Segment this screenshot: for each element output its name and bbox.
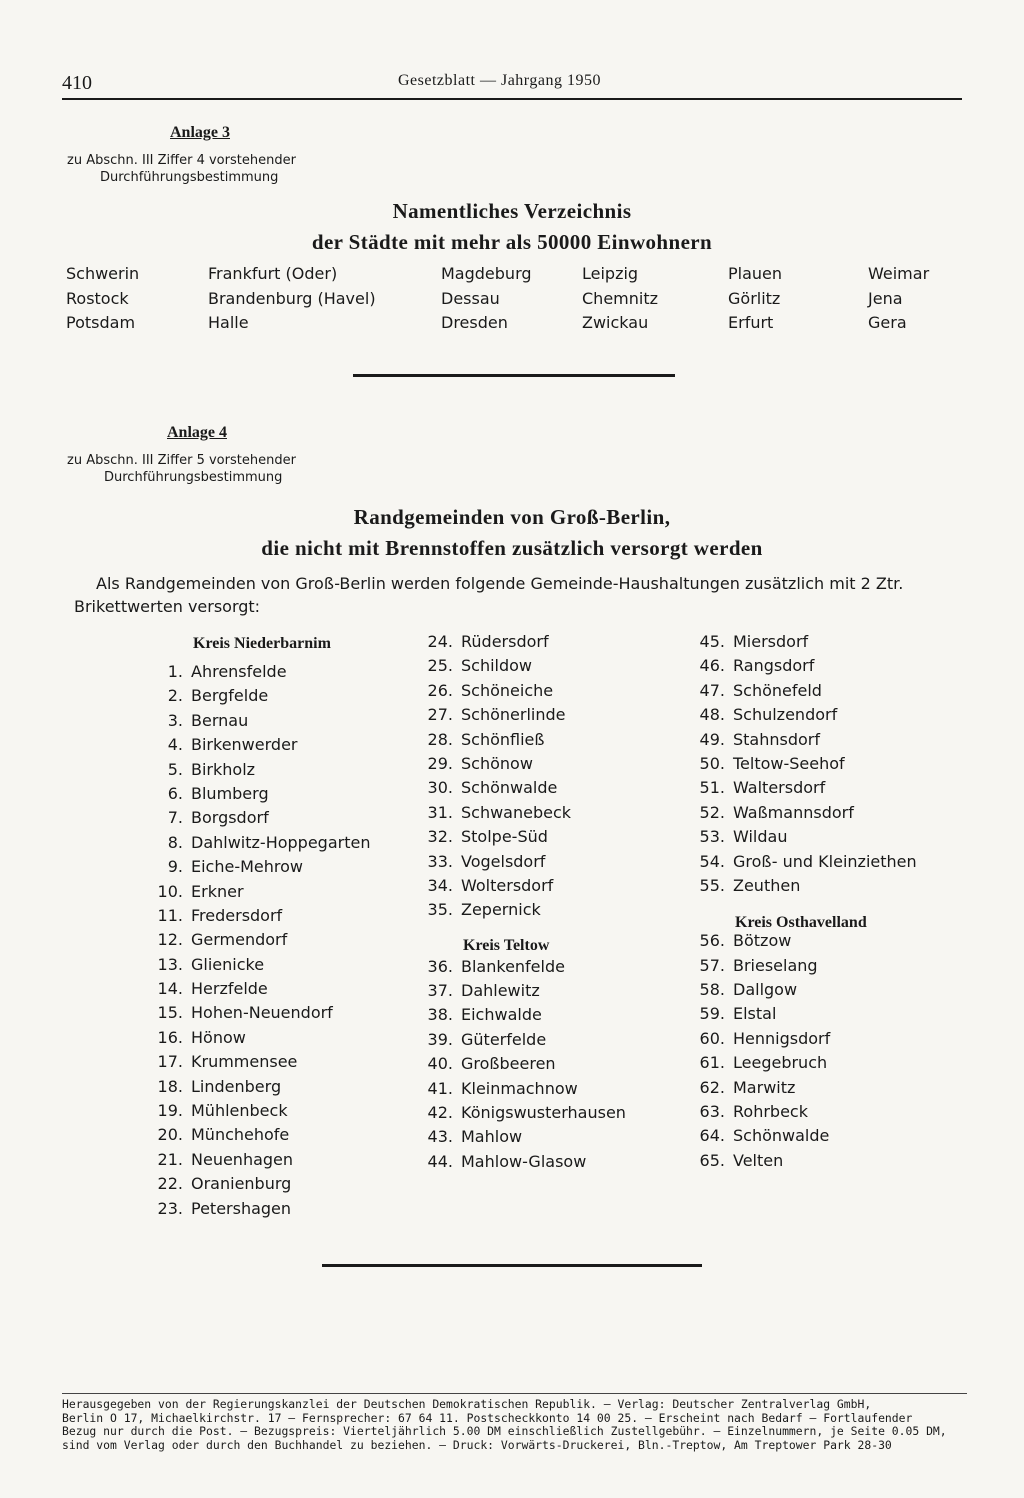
footer-rule	[62, 1393, 967, 1394]
municipality-item	[695, 654, 917, 678]
municipality-item	[153, 758, 370, 782]
municipality-item	[153, 953, 370, 977]
intro-paragraph	[74, 572, 974, 618]
item-number: 54.	[699, 851, 725, 871]
city-table	[66, 262, 966, 342]
anlage4-heading-line2: die nicht mit Brennstoffen zusätzlich versorgt werden	[261, 536, 763, 560]
item-name: Zeuthen	[733, 875, 801, 895]
city-item: Schwerin	[66, 264, 140, 283]
item-number: 27.	[427, 705, 453, 725]
item-number: 61.	[699, 1053, 725, 1073]
municipality-item	[153, 977, 370, 1001]
municipality-item	[423, 874, 626, 898]
item-name: Neuenhagen	[191, 1149, 294, 1169]
item-number: 62.	[699, 1077, 725, 1097]
item-name: Königswusterhausen	[461, 1103, 626, 1123]
city-item: Frankfurt (Oder)	[208, 264, 338, 283]
municipality-item	[153, 1123, 370, 1147]
city-item: Plauen	[728, 264, 783, 283]
municipality-item	[423, 898, 626, 922]
item-name: Schönwalde	[461, 778, 558, 798]
item-number: 56.	[699, 931, 725, 951]
running-head: Gesetzblatt — Jahrgang 1950	[398, 72, 601, 89]
municipality-item	[423, 728, 626, 752]
item-name: Stolpe-Süd	[461, 827, 548, 847]
item-number: 57.	[699, 955, 725, 975]
municipality-item	[153, 1148, 370, 1172]
section-divider	[353, 374, 675, 377]
anlage4-reference	[67, 452, 296, 486]
item-name: Brieselang	[733, 955, 818, 975]
item-name: Woltersdorf	[461, 875, 554, 895]
item-name: Lindenberg	[191, 1076, 282, 1096]
municipality-item	[423, 630, 626, 654]
section-divider-bottom	[322, 1264, 702, 1267]
anlage3-ref-line2: Durchführungsbestimmung	[100, 170, 279, 185]
municipality-item	[153, 660, 370, 684]
municipality-item	[423, 1052, 626, 1076]
municipality-item	[153, 1099, 370, 1123]
municipality-item	[423, 1101, 626, 1125]
item-number: 23.	[157, 1198, 183, 1218]
item-number: 31.	[427, 802, 453, 822]
item-name: Oranienburg	[191, 1174, 292, 1194]
item-number: 52.	[699, 802, 725, 822]
item-number: 26.	[427, 680, 453, 700]
item-number: 46.	[699, 656, 725, 676]
item-name: Groß- und Kleinziethen	[733, 851, 917, 871]
page-number: 410	[62, 72, 92, 94]
item-number: 32.	[427, 827, 453, 847]
municipality-item	[695, 1002, 917, 1026]
col3-items-b	[695, 929, 917, 1173]
item-name: Hohen-Neuendorf	[191, 1003, 333, 1023]
item-number: 14.	[157, 979, 183, 999]
anlage3-heading-line2: der Städte mit mehr als 50000 Einwohnern	[311, 230, 713, 254]
item-number: 12.	[157, 930, 183, 950]
item-number: 51.	[699, 778, 725, 798]
municipality-item	[695, 978, 917, 1002]
item-name: Dahlwitz-Hoppegarten	[191, 832, 371, 852]
anlage4-ref-line1: zu Abschn. III Ziffer 5 vorstehender	[67, 453, 296, 468]
item-name: Leegebruch	[733, 1053, 828, 1073]
item-name: Germendorf	[191, 930, 288, 950]
municipality-item	[695, 954, 917, 978]
item-name: Rüdersdorf	[461, 632, 549, 651]
item-name: Vogelsdorf	[461, 851, 546, 871]
intro-line1: Als Randgemeinden von Groß-Berlin werden folgende Gemeinde-Haushaltungen zusätzlich mit 2 Ztr.	[96, 574, 904, 593]
item-name: Petershagen	[191, 1198, 292, 1218]
item-number: 29.	[427, 753, 453, 773]
item-number: 24.	[427, 632, 453, 651]
item-number: 50.	[699, 753, 725, 773]
municipality-item	[153, 806, 370, 830]
municipality-item	[423, 1077, 626, 1101]
item-name: Rangsdorf	[733, 656, 815, 676]
item-number: 17.	[157, 1052, 183, 1072]
municipality-item	[153, 709, 370, 733]
item-number: 5.	[167, 759, 183, 779]
municipality-item	[695, 1076, 917, 1100]
municipality-item	[153, 1026, 370, 1050]
city-column-2	[208, 262, 376, 336]
item-number: 6.	[167, 783, 183, 803]
item-number: 63.	[699, 1102, 725, 1122]
municipality-item	[153, 1172, 370, 1196]
col3-items-a	[695, 630, 917, 898]
item-name: Bernau	[191, 710, 249, 730]
item-name: Marwitz	[733, 1077, 796, 1097]
item-number: 53.	[699, 827, 725, 847]
footer-line1: Herausgegeben von der Regierungskanzlei der Deutschen Demokratischen Republik. — Verlag: Deutscher Zentralverlag GmbH,	[62, 1397, 872, 1411]
item-name: Wildau	[733, 827, 788, 847]
item-number: 39.	[427, 1029, 453, 1049]
municipality-item	[695, 1027, 917, 1051]
municipality-item	[153, 684, 370, 708]
item-number: 58.	[699, 980, 725, 1000]
item-name: Hönow	[191, 1027, 246, 1047]
municipality-item	[423, 979, 626, 1003]
item-name: Waltersdorf	[733, 778, 826, 798]
city-item: Zwickau	[582, 313, 649, 332]
item-number: 10.	[157, 881, 183, 901]
municipality-item	[423, 1125, 626, 1149]
anlage4-heading	[112, 502, 912, 564]
item-number: 3.	[167, 710, 183, 730]
municipality-item	[695, 703, 917, 727]
city-item: Rostock	[66, 288, 129, 308]
item-name: Krummensee	[191, 1052, 298, 1072]
municipality-item	[695, 752, 917, 776]
item-name: Velten	[733, 1150, 784, 1170]
city-item: Potsdam	[66, 313, 136, 332]
city-item: Chemnitz	[582, 288, 658, 308]
anlage3-ref-line1: zu Abschn. III Ziffer 4 vorstehender	[67, 153, 296, 168]
item-number: 35.	[427, 900, 453, 920]
item-name: Schönfließ	[461, 729, 545, 749]
item-name: Blumberg	[191, 783, 269, 803]
header-rule	[62, 98, 962, 100]
municipality-item	[695, 1149, 917, 1173]
municipality-item	[695, 929, 917, 953]
col1-items	[153, 660, 370, 1221]
item-number: 45.	[699, 632, 725, 651]
item-number: 25.	[427, 656, 453, 676]
city-item: Dessau	[441, 288, 500, 308]
municipality-item	[423, 776, 626, 800]
item-name: Schwanebeck	[461, 802, 572, 822]
municipality-item	[423, 801, 626, 825]
item-name: Birkholz	[191, 759, 256, 779]
item-number: 64.	[699, 1126, 725, 1146]
item-name: Teltow-Seehof	[733, 753, 845, 773]
city-item: Dresden	[441, 313, 508, 332]
municipality-item	[695, 850, 917, 874]
municipality-item	[695, 874, 917, 898]
item-number: 65.	[699, 1150, 725, 1170]
item-name: Großbeeren	[461, 1054, 556, 1074]
item-number: 37.	[427, 981, 453, 1001]
item-name: Borgsdorf	[191, 808, 269, 828]
item-name: Schönefeld	[733, 680, 822, 700]
imprint-footer	[62, 1398, 967, 1452]
anlage3-heading-line1: Namentliches Verzeichnis	[392, 199, 632, 223]
item-name: Hennigsdorf	[733, 1028, 831, 1048]
municipality-item	[695, 1124, 917, 1148]
item-number: 19.	[157, 1101, 183, 1121]
intro-line2: Brikettwerten versorgt:	[74, 597, 261, 616]
municipality-item	[153, 831, 370, 855]
item-name: Glienicke	[191, 954, 265, 974]
item-number: 41.	[427, 1078, 453, 1098]
item-number: 4.	[167, 735, 183, 755]
item-number: 34.	[427, 875, 453, 895]
item-number: 42.	[427, 1103, 453, 1123]
item-name: Kleinmachnow	[461, 1078, 578, 1098]
item-number: 18.	[157, 1076, 183, 1096]
municipality-item	[153, 1001, 370, 1025]
municipality-item	[423, 654, 626, 678]
item-number: 2.	[167, 686, 183, 706]
municipality-item	[153, 1197, 370, 1221]
item-number: 48.	[699, 705, 725, 725]
item-name: Schönwalde	[733, 1126, 830, 1146]
item-number: 40.	[427, 1054, 453, 1074]
footer-line4: sind vom Verlag oder durch den Buchhandel zu beziehen. — Druck: Vorwärts-Druckerei, Bln.-Treptow, Am Treptower Park 28-30	[62, 1437, 892, 1452]
city-item: Halle	[208, 313, 249, 332]
list-column-2	[423, 630, 626, 1174]
municipality-item	[153, 782, 370, 806]
kreis-heading-teltow: Kreis Teltow	[463, 936, 550, 954]
item-name: Miersdorf	[733, 632, 809, 651]
col2-items-a	[423, 630, 626, 923]
item-name: Schildow	[461, 656, 533, 676]
municipality-item	[695, 1100, 917, 1124]
item-name: Eichwalde	[461, 1005, 542, 1025]
municipality-item	[153, 928, 370, 952]
item-name: Elstal	[733, 1004, 777, 1024]
city-column-5	[728, 262, 782, 336]
municipality-item	[695, 728, 917, 752]
item-name: Dahlewitz	[461, 981, 540, 1001]
item-number: 9.	[167, 857, 183, 877]
item-number: 13.	[157, 954, 183, 974]
municipality-item	[153, 855, 370, 879]
item-name: Waßmannsdorf	[733, 802, 854, 822]
item-name: Münchehofe	[191, 1125, 290, 1145]
item-name: Stahnsdorf	[733, 729, 821, 749]
municipality-item	[423, 679, 626, 703]
city-item: Gera	[868, 313, 907, 332]
municipality-item	[695, 679, 917, 703]
city-column-6	[868, 262, 929, 336]
city-column-3	[441, 262, 532, 336]
municipality-item	[153, 1075, 370, 1099]
item-number: 28.	[427, 729, 453, 749]
item-name: Schönerlinde	[461, 705, 566, 725]
list-column-3	[695, 630, 917, 1173]
item-number: 1.	[167, 662, 183, 681]
item-name: Fredersdorf	[191, 905, 283, 925]
item-name: Mahlow-Glasow	[461, 1151, 587, 1171]
city-item: Weimar	[868, 264, 930, 283]
item-name: Blankenfelde	[461, 956, 565, 976]
item-number: 43.	[427, 1127, 453, 1147]
item-number: 33.	[427, 851, 453, 871]
item-name: Bergfelde	[191, 686, 269, 706]
anlage3-title: Anlage 3	[170, 124, 230, 141]
item-number: 11.	[157, 905, 183, 925]
anlage3-heading	[112, 196, 912, 258]
footer-line3: Bezug nur durch die Post. — Bezugspreis: Vierteljährlich 5.00 DM einschließlich Zustellgebühr. — Einzelnummern, je Seite 0.05 DM,	[62, 1424, 947, 1439]
anlage4-heading-line1: Randgemeinden von Groß-Berlin,	[353, 505, 671, 529]
item-number: 36.	[427, 956, 453, 976]
municipality-item	[695, 630, 917, 654]
item-name: Dallgow	[733, 980, 798, 1000]
municipality-item	[423, 1028, 626, 1052]
item-name: Schulzendorf	[733, 705, 838, 725]
item-number: 44.	[427, 1151, 453, 1171]
municipality-item	[153, 1050, 370, 1074]
item-name: Mühlenbeck	[191, 1101, 288, 1121]
city-item: Brandenburg (Havel)	[208, 288, 376, 308]
municipality-item	[423, 825, 626, 849]
municipality-item	[695, 825, 917, 849]
municipality-item	[423, 1003, 626, 1027]
anlage3-reference	[67, 152, 296, 186]
item-name: Bötzow	[733, 931, 792, 951]
item-number: 7.	[167, 808, 183, 828]
list-column-1	[153, 634, 370, 1221]
city-item: Erfurt	[728, 313, 774, 332]
city-item: Leipzig	[582, 264, 639, 283]
item-number: 8.	[167, 832, 183, 852]
item-number: 59.	[699, 1004, 725, 1024]
municipality-item	[153, 880, 370, 904]
item-name: Rohrbeck	[733, 1102, 808, 1122]
item-name: Zepernick	[461, 900, 541, 920]
city-item: Jena	[868, 288, 903, 308]
footer-line2: Berlin O 17, Michaelkirchstr. 17 — Fernsprecher: 67 64 11. Postscheckkonto 14 00 25. — Erscheint nach Bedarf — Fortlaufender	[62, 1410, 913, 1425]
item-name: Güterfelde	[461, 1029, 547, 1049]
municipality-item	[423, 703, 626, 727]
municipality-item	[153, 904, 370, 928]
municipality-item	[695, 1051, 917, 1075]
item-number: 21.	[157, 1149, 183, 1169]
municipality-item	[153, 733, 370, 757]
city-item: Magdeburg	[441, 264, 532, 283]
municipality-item	[423, 955, 626, 979]
city-item: Görlitz	[728, 288, 781, 308]
item-number: 55.	[699, 875, 725, 895]
kreis-heading-osthavelland: Kreis Osthavelland	[735, 914, 867, 932]
col2-items-b	[423, 955, 626, 1175]
item-number: 22.	[157, 1174, 183, 1194]
item-number: 15.	[157, 1003, 183, 1023]
item-number: 16.	[157, 1027, 183, 1047]
item-number: 38.	[427, 1005, 453, 1025]
municipality-item	[695, 801, 917, 825]
item-number: 60.	[699, 1028, 725, 1048]
city-column-4	[582, 262, 658, 336]
municipality-item	[423, 1150, 626, 1174]
city-column-1	[66, 262, 139, 336]
item-name: Eiche-Mehrow	[191, 857, 303, 877]
item-name: Herzfelde	[191, 979, 268, 999]
item-number: 49.	[699, 729, 725, 749]
municipality-item	[423, 850, 626, 874]
kreis-heading-niederbarnim: Kreis Niederbarnim	[193, 635, 331, 652]
item-number: 20.	[157, 1125, 183, 1145]
item-name: Schönow	[461, 753, 533, 773]
item-name: Mahlow	[461, 1127, 523, 1147]
item-number: 47.	[699, 680, 725, 700]
item-name: Schöneiche	[461, 680, 554, 700]
item-name: Birkenwerder	[191, 735, 298, 755]
municipality-item	[423, 752, 626, 776]
municipality-item	[695, 776, 917, 800]
item-number: 30.	[427, 778, 453, 798]
anlage4-ref-line2: Durchführungsbestimmung	[104, 470, 283, 485]
item-name: Erkner	[191, 881, 244, 901]
anlage4-title: Anlage 4	[167, 424, 227, 441]
item-name: Ahrensfelde	[191, 662, 287, 681]
